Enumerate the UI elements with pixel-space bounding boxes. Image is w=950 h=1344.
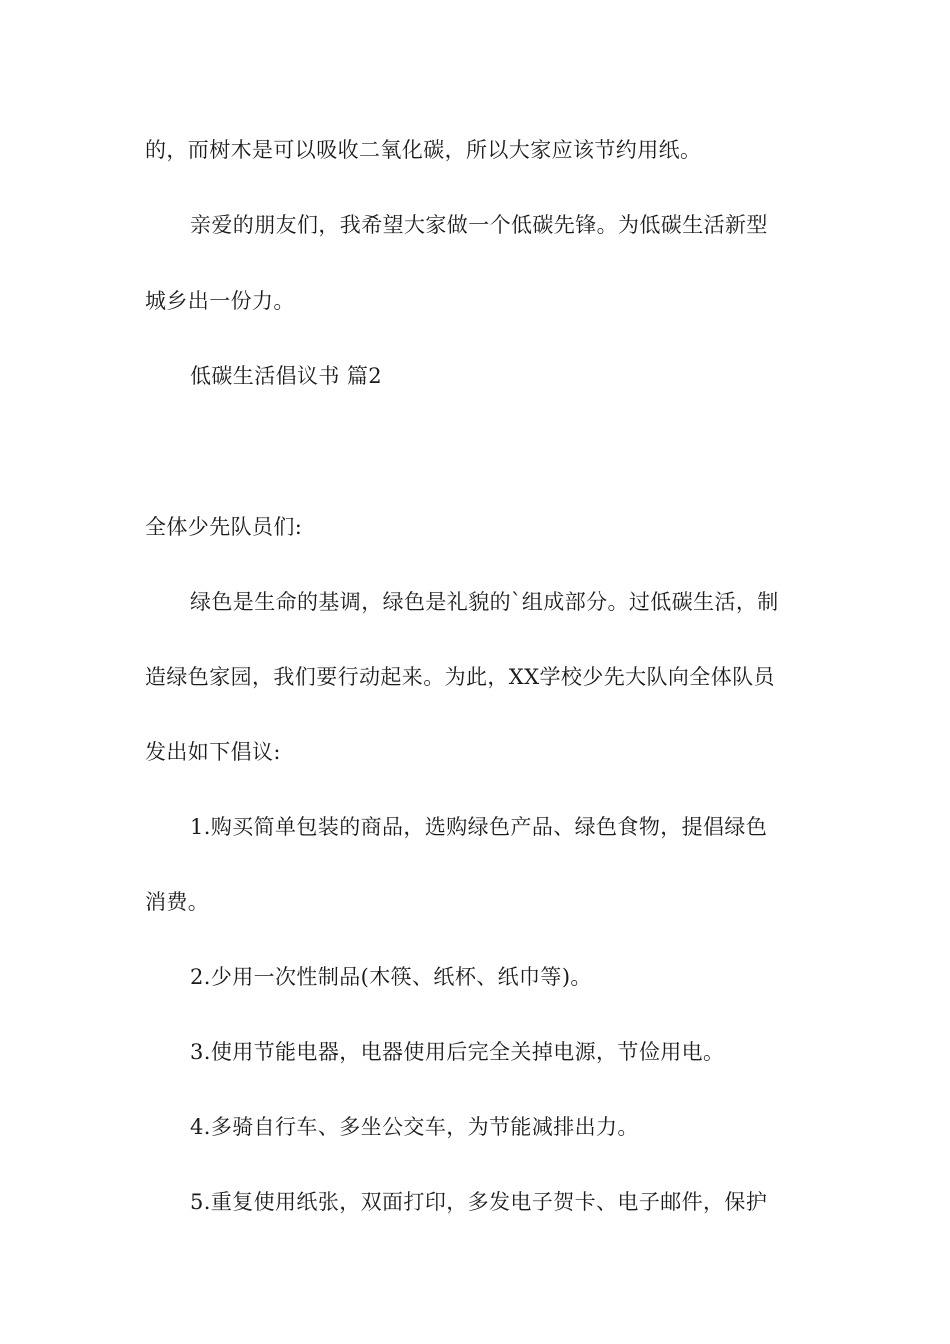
- salutation: 全体少先队员们:: [145, 515, 303, 539]
- paragraph-line: 亲爱的朋友们，我希望大家做一个低碳先锋。为低碳生活新型: [190, 213, 768, 237]
- paragraph-line: 造绿色家园，我们要行动起来。为此，XX学校少先大队向全体队员: [145, 665, 775, 689]
- paragraph-line: 的，而树木是可以吸收二氧化碳，所以大家应该节约用纸。: [145, 138, 702, 162]
- list-item: 1.购买简单包装的商品，选购绿色产品、绿色食物，提倡绿色: [190, 815, 768, 839]
- section-heading: 低碳生活倡议书 篇2: [190, 364, 383, 388]
- list-item: 2.少用一次性制品(木筷、纸杯、纸巾等)。: [190, 965, 592, 989]
- list-item: 5.重复使用纸张，双面打印，多发电子贺卡、电子邮件，保护: [190, 1190, 768, 1214]
- list-item-continuation: 消费。: [145, 890, 210, 914]
- list-item: 3.使用节能电器，电器使用后完全关掉电源，节俭用电。: [190, 1040, 725, 1064]
- list-item: 4.多骑自行车、多坐公交车，为节能减排出力。: [190, 1115, 639, 1139]
- paragraph-line: 城乡出一份力。: [145, 289, 295, 313]
- paragraph-line: 绿色是生命的基调，绿色是礼貌的`组成部分。过低碳生活，制: [190, 590, 779, 614]
- paragraph-line: 发出如下倡议:: [145, 740, 281, 764]
